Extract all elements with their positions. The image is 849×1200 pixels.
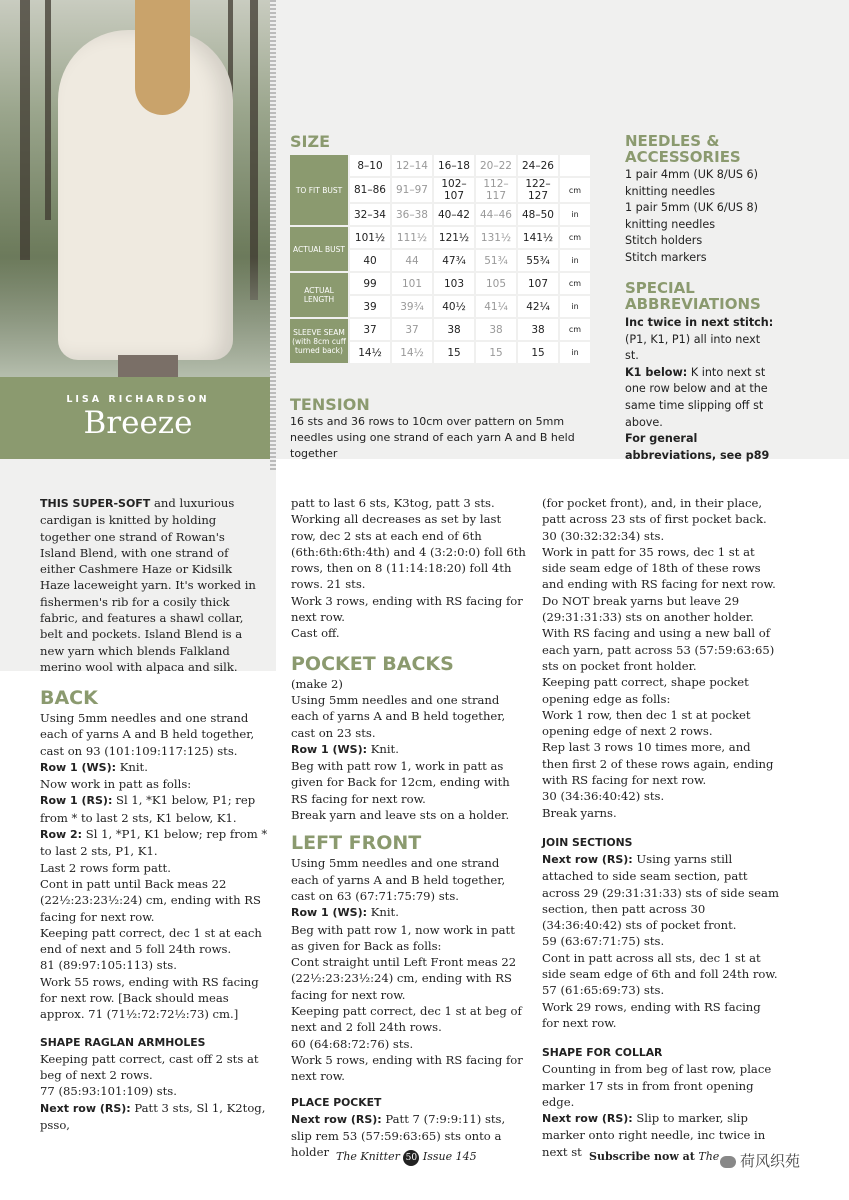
- size-unit: in: [560, 204, 590, 225]
- subscribe-label: Subscribe now at: [589, 1150, 695, 1163]
- subscribe-line: [589, 1150, 719, 1163]
- col2-text: Break yarn and leave sts on a holder.: [291, 808, 510, 823]
- size-cell: 15: [476, 342, 516, 363]
- col2-text: Beg with patt row 1, work in patt as given for Back for 12cm, ending with RS facing for next row.: [291, 759, 510, 806]
- page-footer: [336, 1150, 477, 1166]
- size-cell: 101½: [350, 227, 390, 248]
- row-text: Patt 3 sts, Sl 1, K2tog, psso,: [40, 1100, 266, 1132]
- special-heading: SPECIAL ABBREVIATIONS: [625, 279, 761, 313]
- size-cell: 41¼: [476, 296, 516, 317]
- col3-text: Do NOT break yarns but leave 29 (29:31:31:33) sts on another holder.: [542, 593, 754, 625]
- size-cell: 37: [392, 319, 432, 340]
- place-pocket-subheading: PLACE POCKET: [291, 1095, 382, 1109]
- size-cell: 44: [392, 250, 432, 271]
- size-cell: 40½: [434, 296, 474, 317]
- size-cell: 99: [350, 273, 390, 294]
- size-cell: 36–38: [392, 204, 432, 225]
- col3-text: Cont in patt across all sts, dec 1 st at side seam edge of 6th and foll 24th row.: [542, 950, 778, 982]
- col3-text: 59 (63:67:71:75) sts.: [542, 934, 665, 949]
- special-abbreviations: [625, 315, 775, 464]
- column-2: [291, 495, 527, 1160]
- tension-heading: TENSION: [290, 395, 370, 414]
- col3-text: Counting in from beg of last row, place marker 17 sts in from front opening edge.: [542, 1062, 772, 1109]
- col2-text: 60 (64:68:72:76) sts.: [291, 1036, 414, 1051]
- size-cell: 121½: [434, 227, 474, 248]
- size-cell: 20–22: [476, 155, 516, 176]
- col3-text: Break yarns.: [542, 805, 617, 820]
- issue-number: Issue 145: [422, 1150, 477, 1163]
- row-text: Patt 7 (7:9:9:11) sts, slip rem 53 (57:59:63:65) sts onto a holder: [291, 1111, 506, 1160]
- size-cell: 14½: [350, 342, 390, 363]
- needles-line: knitting needles: [625, 217, 716, 231]
- column-3: [542, 495, 780, 1160]
- size-cell: 51¾: [476, 250, 516, 271]
- back-text: Cont in patt until Back meas 22 (22½:23:23½:24) cm, ending with RS facing for next row.: [40, 876, 261, 924]
- cover-photo: [0, 0, 276, 377]
- size-cell: 111½: [392, 227, 432, 248]
- designer-name: LISA RICHARDSON: [66, 394, 210, 405]
- size-cell: 101: [392, 273, 432, 294]
- needles-heading: NEEDLES & ACCESSORIES: [625, 132, 741, 166]
- size-cell: 16–18: [434, 155, 474, 176]
- row-text: Knit.: [367, 905, 399, 920]
- join-sections-subheading: JOIN SECTIONS: [542, 835, 633, 849]
- col3-text: 30 (30:32:32:34) sts.: [542, 528, 665, 543]
- col3-text: Rep last 3 rows 10 times more, and then first 2 of these rows again, ending with RS facing for next row.: [542, 740, 774, 788]
- row-label: Next row (RS):: [291, 1112, 382, 1126]
- size-row-label: ACTUAL BUST: [290, 227, 348, 271]
- size-cell: 55¾: [518, 250, 558, 271]
- size-row-label: ACTUAL LENGTH: [290, 273, 348, 317]
- back-text: 77 (85:93:101:109) sts.: [40, 1084, 177, 1099]
- size-unit: in: [560, 342, 590, 363]
- col2-text: Using 5mm needles and one strand each of yarns A and B held together, cast on 23 sts.: [291, 692, 506, 740]
- size-cell: 91–97: [392, 178, 432, 202]
- size-cell: 39¾: [392, 296, 432, 317]
- col3-text: Work 29 rows, ending with RS facing for next row.: [542, 999, 761, 1030]
- size-row: [290, 319, 590, 340]
- size-cell: 44–46: [476, 204, 516, 225]
- row-text: Knit.: [367, 741, 399, 756]
- size-row: [290, 273, 590, 294]
- intro-text: [40, 495, 258, 675]
- intro-body: and luxurious cardigan is knitted by holding together one strand of Rowan's Island Blend, with one strand of either Cashmere Haze or Kidsilk Haze laceweight yarn. It's worked in fishermen's rib for a cosily thick fabric, and features a shawl collar, belt and pockets. Island Blend is a new yarn which blends Falkland merino wool with alpaca and silk.: [40, 496, 256, 674]
- size-cell: 24–26: [518, 155, 558, 176]
- back-text: Keeping patt correct, cast off 2 sts at beg of next 2 rows.: [40, 1051, 259, 1082]
- size-cell: 37: [350, 319, 390, 340]
- size-cell: 38: [518, 319, 558, 340]
- row-label: Row 1 (RS):: [40, 794, 113, 808]
- col3-text: Keeping patt correct, shape pocket opening edge as folls:: [542, 675, 749, 706]
- row-label: Row 1 (WS):: [291, 906, 368, 920]
- back-text: 81 (89:97:105:113) sts.: [40, 958, 177, 973]
- zip-divider: [270, 0, 276, 470]
- col2-text: Keeping patt correct, dec 1 st at beg of next and 2 foll 24th rows.: [291, 1004, 522, 1035]
- subscribe-site: The: [694, 1150, 720, 1163]
- raglan-subheading: SHAPE RAGLAN ARMHOLES: [40, 1035, 206, 1049]
- col3-text: 30 (34:36:40:42) sts.: [542, 789, 665, 804]
- col2-text: Cont straight until Left Front meas 22 (22½:23:23½:24) cm, ending with RS facing for next row.: [291, 955, 517, 1002]
- size-table: [288, 153, 592, 365]
- size-row: [290, 155, 590, 176]
- size-unit: cm: [560, 319, 590, 340]
- back-text: Keeping patt correct, dec 1 st at each end of next and 5 foll 24th rows.: [40, 925, 262, 957]
- col2-text: Working all decreases as set by last row, dec 2 sts at each end of 6th (6th:6th:6th:4th) and 4 (3:2:0:0) foll 6th rows, then on 8 (11:14:18:20) foll 4th rows. 21 sts.: [291, 512, 526, 592]
- row-text: Knit.: [116, 759, 148, 774]
- inc-label: Inc twice in next stitch:: [625, 316, 774, 329]
- size-cell: 103: [434, 273, 474, 294]
- back-text: Now work in patt as folls:: [40, 777, 192, 792]
- col3-text: With RS facing and using a new ball of each yarn, patt across 53 (57:59:63:65) sts on pocket front holder.: [542, 626, 775, 673]
- size-cell: 107: [518, 273, 558, 294]
- needles-line: 1 pair 4mm (UK 8/US 6): [625, 168, 759, 181]
- back-text: Using 5mm needles and one strand each of yarns A and B held together, cast on 93 (101:109:117:125) sts.: [40, 711, 255, 758]
- col2-text: Work 5 rows, ending with RS facing for next row.: [291, 1052, 523, 1084]
- size-cell: 47¾: [434, 250, 474, 271]
- col2-text: Cast off.: [291, 626, 340, 641]
- back-heading: BACK: [40, 687, 98, 709]
- size-cell: 102–107: [434, 178, 474, 202]
- row-label: Row 1 (WS):: [40, 760, 117, 774]
- size-cell: 14½: [392, 342, 432, 363]
- row-text: Slip to marker, slip marker onto right needle, inc twice in next st: [542, 1111, 766, 1159]
- tension-text: 16 sts and 36 rows to 10cm over pattern on 5mm needles using one strand of each yarn A and B held together: [290, 415, 575, 460]
- size-cell: 40: [350, 250, 390, 271]
- size-cell: 141½: [518, 227, 558, 248]
- size-cell: 38: [476, 319, 516, 340]
- row-label: Next row (RS):: [542, 1112, 633, 1126]
- size-cell: 40–42: [434, 204, 474, 225]
- row-label: Row 2:: [40, 828, 83, 842]
- page-number: 50: [403, 1150, 419, 1166]
- size-heading: SIZE: [290, 132, 331, 151]
- row-text: Sl 1, *P1, K1 below; rep from * to last 2 sts, P1, K1.: [40, 827, 268, 859]
- size-cell: 15: [518, 342, 558, 363]
- size-cell: 42¼: [518, 296, 558, 317]
- col2-text: (make 2): [291, 676, 343, 691]
- col3-text: Work in patt for 35 rows, dec 1 st at side seam edge of 18th of these rows and ending with RS facing for next row.: [542, 544, 776, 592]
- size-row-label: SLEEVE SEAM (with 8cm cuff turned back): [290, 319, 348, 363]
- column-back: [40, 686, 272, 1133]
- size-cell: 39: [350, 296, 390, 317]
- size-cell: 48–50: [518, 204, 558, 225]
- general-abbrev-note: For general abbreviations, see p89: [625, 432, 770, 462]
- col2-text: Beg with patt row 1, now work in patt as given for Back as folls:: [291, 922, 515, 953]
- needles-line: Stitch markers: [625, 250, 707, 264]
- wechat-icon: [720, 1156, 736, 1168]
- watermark-logo: [720, 1150, 800, 1171]
- size-unit: [560, 155, 590, 176]
- row-label: Next row (RS):: [542, 852, 633, 866]
- watermark-text: 荷风织苑: [740, 1152, 801, 1170]
- pattern-title: Breeze: [83, 405, 193, 441]
- size-cell: 15: [434, 342, 474, 363]
- size-cell: 122–127: [518, 178, 558, 202]
- pocket-backs-heading: POCKET BACKS: [291, 652, 454, 675]
- needles-line: 1 pair 5mm (UK 6/US 8): [625, 201, 759, 215]
- size-unit: cm: [560, 178, 590, 202]
- shape-collar-subheading: SHAPE FOR COLLAR: [542, 1046, 663, 1060]
- needles-list: [625, 167, 835, 267]
- size-unit: in: [560, 250, 590, 271]
- k1-label: K1 below:: [625, 365, 688, 379]
- needles-line: knitting needles: [625, 184, 716, 198]
- size-unit: in: [560, 296, 590, 317]
- left-front-heading: LEFT FRONT: [291, 832, 422, 855]
- k1-text: K into next st one row below and at the same time slipping off st above.: [625, 365, 768, 429]
- inc-text: (P1, K1, P1) all into next st.: [625, 332, 761, 363]
- back-text: Work 55 rows, ending with RS facing for next row. [Back should meas approx. 71 (71½:72:72½:73) cm.]: [40, 974, 259, 1022]
- size-cell: 38: [434, 319, 474, 340]
- back-text: Last 2 rows form patt.: [40, 860, 171, 875]
- col2-text: Using 5mm needles and one strand each of yarns A and B held together, cast on 63 (67:71:75:79) sts.: [291, 856, 506, 903]
- size-unit: cm: [560, 273, 590, 294]
- title-banner: [0, 377, 276, 459]
- intro-lead: THIS SUPER-SOFT: [40, 497, 151, 510]
- size-cell: 112–117: [476, 178, 516, 202]
- row-label: Next row (RS):: [40, 1101, 131, 1115]
- size-cell: 32–34: [350, 204, 390, 225]
- row-text: Sl 1, *K1 below, P1; rep from * to last 2 sts, K1 below, K1.: [40, 793, 256, 825]
- row-text: Using yarns still attached to side seam section, patt across 29 (29:31:31:33) sts of side seam section, then patt across 30 (34:36:40:42) sts of pocket front.: [542, 851, 779, 933]
- col3-text: (for pocket front), and, in their place, patt across 23 sts of first pocket back.: [542, 496, 767, 527]
- size-unit: cm: [560, 227, 590, 248]
- magazine-name: The Knitter: [336, 1150, 400, 1163]
- size-row-label: TO FIT BUST: [290, 155, 348, 225]
- size-cell: 105: [476, 273, 516, 294]
- size-cell: 8–10: [350, 155, 390, 176]
- size-cell: 12–14: [392, 155, 432, 176]
- col2-text: Work 3 rows, ending with RS facing for next row.: [291, 593, 523, 625]
- size-cell: 131½: [476, 227, 516, 248]
- size-row: [290, 227, 590, 248]
- col2-text: patt to last 6 sts, K3tog, patt 3 sts.: [291, 496, 495, 510]
- col3-text: Work 1 row, then dec 1 st at pocket opening edge of next 2 rows.: [542, 707, 751, 739]
- needles-line: Stitch holders: [625, 234, 703, 248]
- col3-text: 57 (61:65:69:73) sts.: [542, 983, 665, 998]
- row-label: Row 1 (WS):: [291, 742, 368, 756]
- size-cell: 81–86: [350, 178, 390, 202]
